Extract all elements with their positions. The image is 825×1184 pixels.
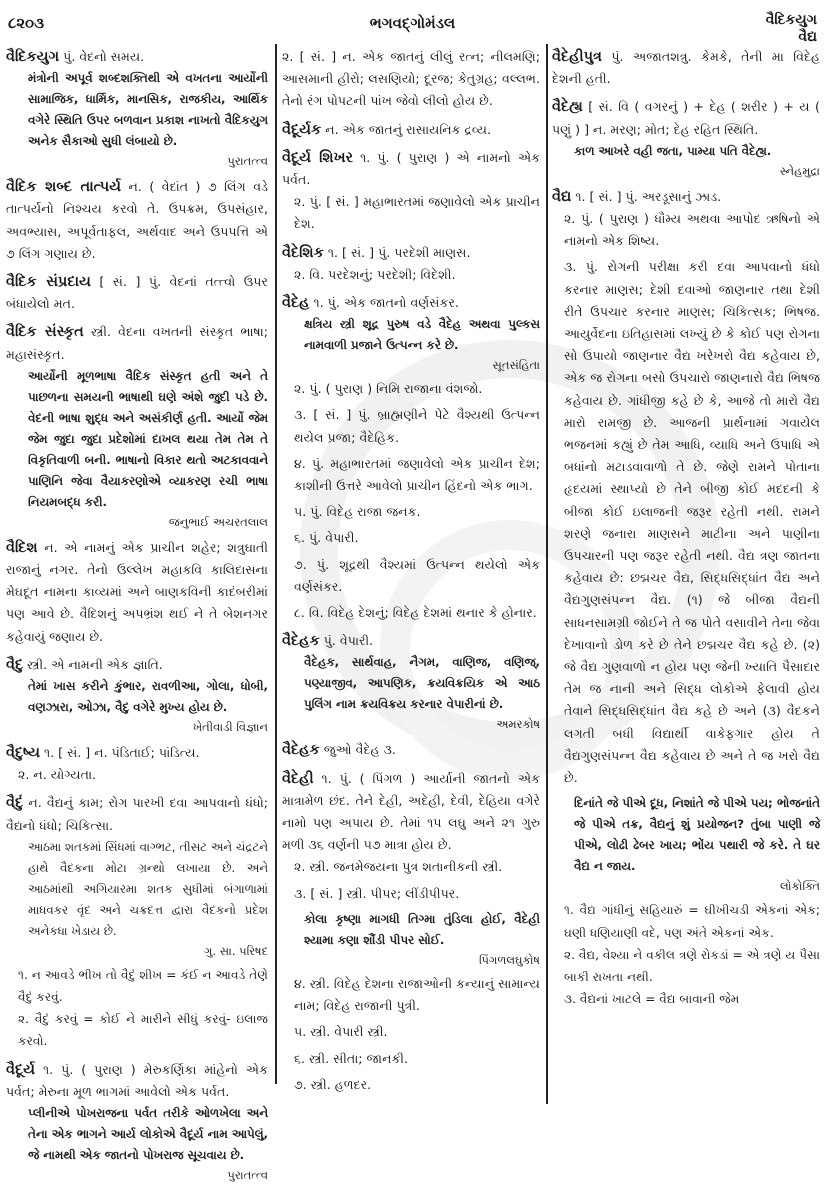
proverb: ૧. ન આવડે ભીખ તો વૈદું શીખ = કંઈ ન આવડે તેણે વૈદું કરવું. <box>18 967 268 1005</box>
definition: જુઓ વૈદેહ ૩. <box>323 742 396 758</box>
definition: ન. એ નામનું એક પ્રાચીન શહેર; શત્રુઘાતી રાજાનું નગર. તેનો ઉલ્લેખ મહાકવિ કાલિદાસના મેઘદૂત નામના કાવ્યમાં અને બાણકવિની કાદંબરીમાં પણ આવે છે. વૈદિશનું અપભ્રંશ થઈ ને તે બેશનગર કહેવાયું જણાય છે. <box>6 539 268 644</box>
dictionary-entry <box>282 292 540 624</box>
definition: ૧. [ સં. ] ન. પંડિતાઈ; પાંડિત્ય. <box>43 745 200 761</box>
headword: વૈદુષ્ય <box>6 745 40 762</box>
sense: ૬. પું. વેપારી. <box>294 530 359 546</box>
headword: વૈદિશ <box>6 539 38 556</box>
headword: વૈદું <box>6 795 24 812</box>
dictionary-entry <box>6 654 268 736</box>
citation-source: સ્નેહમુદ્રા <box>779 163 820 178</box>
dictionary-entry <box>282 630 540 733</box>
definition: ૧. [ સં. ] પું. પરદેશી માણસ. <box>327 244 471 260</box>
sense: ૨. પું. ( પુરાણ ) ધૌમ્ય અથવા આપોદ ઋષિનો એ નામનો એક શિષ્ય. <box>564 211 820 249</box>
sense: ૨. સ્ત્રી. જનમેજયના પુત્ર શતાનીકની સ્ત્રી. <box>294 859 503 875</box>
dictionary-entry <box>6 792 268 1052</box>
headword: વૈદેહી <box>282 770 314 787</box>
definition: પું. વેપારી. <box>323 633 374 649</box>
dictionary-entry <box>6 46 268 170</box>
dictionary-entry <box>6 742 268 786</box>
column-3 <box>552 46 820 1123</box>
definition: ૧. પું. ( પુરાણ ) એ નામનો એક પર્વત. <box>282 149 541 188</box>
dictionary-entry <box>6 271 268 315</box>
dictionary-entry <box>282 119 540 141</box>
citation-source: ખેતીવાડી વિજ્ઞાન <box>192 720 268 735</box>
headword: વૈદૂર્યક <box>282 121 322 138</box>
definition: પું. વેદનો સમય. <box>63 49 145 64</box>
definition: ન. વૈદ્યનું કામ; રોગ પારખી દવા આપવાનો ધંધો; વૈદ્યનો ધંધો; ચિકિત્સા. <box>6 795 268 833</box>
headword: વૈદેહક <box>282 633 320 650</box>
definition: [ સં. ] પું. વેદનાં તત્ત્વો ઉપર બંધાયેલો મત. <box>6 274 268 312</box>
citation-quote: કોલા કૃષ્ણા માગધી તિગ્મા તુંડિલા હોઈ, વૈદેહી શ્યામા કણા શૌંડી પીપર સોઈ. <box>304 911 540 947</box>
citation-quote: આર્યોની મૂળભાષા વૈદિક સંસ્કૃત હતી અને તે પાછળના સમયની ભાષાથી ઘણે અંશે જુદી પડે છે. વેદની ભાષા શુદ્ધ અને અસંકીર્ણ હતી. આર્યો જેમ જેમ જુદા જુદા પ્રદેશોમાં દાખલ થયા તેમ તેમ તે વિકૃતિવાળી બની. ભાષાનો વિકાર થતો અટકાવવાને પાણિનિ જેવા વૈયાકરણોએ વ્યાકરણ રચી ભાષા નિયમબદ્ધ કરી. <box>28 368 268 509</box>
sense: ૨. પું. ( પુરાણ ) નિમિ રાજાના વંશજો. <box>294 381 483 397</box>
column-2 <box>282 46 540 1123</box>
citation-quote: દિનાંતે જે પીએ દૂધ, નિશાંતે જે પીએ પય; ભોજનાંતે જે પીએ તક્ર, વૈદ્યનું શું પ્રયોજન? તુંબા પાણી જે પીએ, લોઢી ઢેબર ખાય; ભોંય પથારી જે કરે. તે ઘર વૈદ્ય ન જાય. <box>574 796 820 874</box>
dictionary-entry <box>282 739 540 761</box>
headword: વૈદિક સંસ્કૃત <box>6 324 84 341</box>
sense: ૫. પું. વિદેહ રાજા જનક. <box>294 504 421 520</box>
dictionary-entry <box>6 176 268 265</box>
sense: ૨. વિ. પરદેશનું; પરદેશી; વિદેશી. <box>294 266 456 282</box>
headword: વૈદ્ય <box>552 188 572 205</box>
page-number: ૮૨૦૩ <box>8 14 45 32</box>
proverb: ૨. વૈદ્ય, વેશ્યા ને વકીલ ત્રણે રોકડાં = એ ત્રણે ય પૈસા બાકી રાખતા નથી. <box>564 947 820 984</box>
book-title: ભગવદ્ગોમંડલ <box>369 14 456 32</box>
citation-source: પિંગળલઘુકોષ <box>478 952 540 967</box>
sense: ૨. ન. યોગ્યતા. <box>18 767 97 783</box>
citation-quote: મંત્રોની અપૂર્વ શબ્દશક્તિથી એ વખતના આર્યોની સામાજિક, ધાર્મિક, માનસિક, રાજકીય, આર્થિક વગેરે સ્થિતિ ઉપર બળવાન પ્રકાશ નાખતો વૈદિકયુગ અનેક સૈકાઓ સુધી લંબાયો છે. <box>28 71 268 149</box>
citation-source: લોકોક્તિ <box>779 879 820 894</box>
sense: ૭. પું. શૂદ્રથી વૈશ્યમાં ઉત્પન્ન થયેલો એક વર્ણસંકર. <box>294 556 540 594</box>
definition: પું. અજાતશત્રુ. કેમકે, તેની મા વિદેહ દેશની હતી. <box>552 49 820 87</box>
citation-source: જનુભાઈ અચરતલાલ <box>168 514 268 529</box>
headword: વૈદૂર્ય શિખર <box>282 149 354 166</box>
definition: ન. એક જાતનું રાસાયનિક દ્રવ્ય. <box>325 121 492 137</box>
sense: ૪. સ્ત્રી. વિદેહ દેશના રાજાઓની કન્યાનું સામાન્ય નામ; વિદેહ રાજાની પુત્રી. <box>294 975 540 1014</box>
guide-word-first: વૈદિકયુગ <box>765 12 817 28</box>
definition: સ્ત્રી. વેદના વખતની સંસ્કૃત ભાષા; મહાસંસ્કૃત. <box>6 324 268 362</box>
headword: વૈદિકયુગ <box>6 49 60 65</box>
guide-words <box>766 12 817 46</box>
definition: સ્ત્રી. એ નામની એક જ્ઞાતિ. <box>27 656 163 672</box>
headword: વૈદિક શબ્દ તાત્પર્ય <box>6 179 121 196</box>
citation-quote: કાળ આખરે વહી જતા, પામ્યા પતિ વૈદેહ્ય. <box>574 143 772 158</box>
definition: [ સં. વિ ( વગરનું ) + દેહ ( શરીર ) + ય ( પણું ) ] ન. મરણ; મોત; દેહ રહિત સ્થિતિ. <box>552 99 820 137</box>
headword: વૈદિક સંપ્રદાય <box>6 274 91 291</box>
headword: વૈદેહક <box>282 742 320 759</box>
dictionary-entry <box>6 1059 268 1184</box>
dictionary-entry <box>282 242 540 286</box>
sense: ૫. સ્ત્રી. વેપારી સ્ત્રી. <box>294 1024 388 1040</box>
citation-source: પુરાતત્ત્વ <box>227 1168 268 1183</box>
definition: ન. ( વેદાંત ) ૭ લિંગ વડે તાત્પર્યનો નિશ્ચય કરવો તે. ઉપક્રમ, ઉપસંહાર, અવભ્યાસ, અપૂર્વતાફલ, અર્થવાદ અને ઉપપત્તિ એ ૭ લિંગ ગણાય છે. <box>6 179 268 261</box>
column-divider <box>546 44 548 1104</box>
sense: ૨. પું. [ સં. ] મહાભારતમાં જણાવેલો એક પ્રાચીન દેશ. <box>294 194 540 232</box>
dictionary-entry <box>6 321 268 530</box>
sense: ૩. [ સં. ] સ્ત્રી. પીપર; લીંડીપીપર. <box>294 885 460 901</box>
definition: ૧. [ સં. ] પું. અરડૂસાનું ઝાડ. <box>575 188 722 204</box>
sense: ૭. સ્ત્રી. હળદર. <box>294 1076 372 1092</box>
sense: ૬. સ્ત્રી. સીતા; જાનકી. <box>294 1050 409 1066</box>
definition: ૨. [ સં. ] ન. એક જાતનું લીલું રત્ન; નીલમણિ; આસમાની હીરો; લસણિયો; દૂરજ; કેતુગ્રહ; વલ્લભ. તેનો રંગ પોપટની પાંખ જેવો લીલો હોય છે. <box>282 49 540 109</box>
citation-source: ગુ. સા. પરિષદ <box>203 943 268 958</box>
definition: ૧. પું. એક જાતનો વર્ણસંકર. <box>313 295 459 311</box>
headword: વૈદુ <box>6 656 24 673</box>
citation-quote: તેમાં ખાસ કરીને કુંભાર, રાવળીઆ, ગોલા, ધોબી, વણઝારા, ઓઝા, વૈદુ વગેરે મુખ્ય હોય છે. <box>28 679 268 715</box>
proverb: ૧. વૈદ્ય ગાંધીનું સહિયારું = ઘીખીચડી એકનાં એક; ઘણી ધણિયાણી વદે, પણ અંતે એકનાં એક. <box>564 903 820 940</box>
dictionary-entry-continued <box>282 46 540 113</box>
citation-source: અમરકોષ <box>496 717 540 732</box>
column-divider <box>275 44 277 1084</box>
dictionary-entry <box>282 147 540 236</box>
citation-quote: વૈદેહક, સાર્થવાહ, નૈગમ, વાણિજ, વણિજ્, પણ્યાજીવ, આપણિક, ક્રયવિક્રયિક એ આઠ પુલિંગ નામ ક્રયવિક્રય કરનાર વેપારીનાં છે. <box>304 655 540 712</box>
citation-source: સૂતસંહિતા <box>492 358 540 373</box>
proverb: ૩. વૈદ્યનાં ખાટલે = વૈદ્ય બાવાની જેમ <box>564 992 740 1007</box>
sense: ૪. પું. મહાભારતમાં જણાવેલો એક પ્રાચીન દેશ; કાશીની ઉત્તરે આવેલો પ્રાચીન હિંદનો એક ભાગ. <box>294 455 540 494</box>
guide-word-last: વૈદ્ય <box>798 29 817 45</box>
headword: વૈદેશિક <box>282 244 324 261</box>
dictionary-entry <box>552 46 820 90</box>
definition: ૧. પું. ( પુરાણ ) મેરુકર્ણિકા માંહેનો એક પર્વત; મેરુના મૂળ ભાગમાં આવેલો એક પર્વત. <box>6 1061 268 1099</box>
headword: વૈદૂર્ય <box>6 1061 36 1078</box>
sense: ૩. [ સં. ] પું. બ્રાહ્મણીને પેટે વૈશ્યથી ઉત્પન્ન થયેલ પ્રજા; વૈદેહિક. <box>294 407 540 445</box>
dictionary-entry <box>282 768 540 1096</box>
page-header <box>0 8 825 48</box>
citation-source: પુરાતત્ત્વ <box>227 154 268 169</box>
citation-quote: આઠમા શતકમાં સિંધમાં વાગ્ભટ, તીસટ અને ચંદ્રટને હાથે વૈદકના મોટા ગ્રન્થો લખાયા છે. અને આઠમાંથી અગિયારમા શતક સુધીમાં બંગાળામાં માધવકર વૃંદ અને ચક્રદત્ત દ્વારા વૈદકનો પ્રદેશ અનેકધા ખેડાય છે. <box>28 839 268 938</box>
definition: ૧. પું. ( પિંગળ ) આર્યાની જાતનો એક માત્રામેળ છંદ. તેને દેહી, અદેહી, દેવી, દેહિયા વગેરે નામો પણ અપાય છે. તેમાં ૧૫ લઘુ અને ૨૧ ગુરુ મળી ૩૬ વર્ણની ૫૭ માત્રા હોય છે. <box>282 770 540 853</box>
dictionary-entry <box>552 186 820 1011</box>
headword: વૈદેહીપુત્ર <box>552 49 602 65</box>
dictionary-entry <box>6 537 268 648</box>
dictionary-entry <box>552 96 820 179</box>
headword: વૈદેહ્ય <box>552 99 583 116</box>
sense: ૮. વિ. વિદેહ દેશનું; વિદેહ દેશમાં થનાર કે હોનાર. <box>294 605 537 621</box>
proverb: ૨. વૈદું કરવું = કોઈ ને મારીને સીધું કરવું- ઇલાજ કરવો. <box>18 1012 268 1049</box>
citation-quote: પ્લીનીએ પોખરાજના પર્વત તરીકે ઓળખેલા અને તેના એક ભાગને આર્ય લોકોએ વૈદૂર્ય નામ આપેલું, જે નામથી એક જાતનો પોખરાજ સૂચવાય છે. <box>28 1106 268 1163</box>
column-1 <box>6 46 268 1183</box>
headword: વૈદેહ <box>282 295 310 312</box>
sense: ૩. પું. રોગની પરીક્ષા કરી દવા આપવાનો ધંધો કરનાર માણસ; દેશી દવાઓ જાણનાર તથા દેશી રીતે ઉપચાર કરનાર માણસ; ચિકિત્સક; ભિષજ. આયુર્વેદના ઇતિહાસમાં લખ્યું છે કે કોઈ પણ રોગના સો ઉપાયો જાણનાર વૈદ્ય ખરેખરો વૈદ્ય કહેવાય છે, એક જ રોગના બસો ઉપચારો જાણનારો વૈદ્ય ભિષજ કહેવાય છે. ગાંધીજી કહે છે કે, આજે તો મારો વૈદ્ય મારો રામજી છે. આજની પ્રાર્થનામાં ગવાયેલ ભજનમાં કહ્યું છે તેમ આધિ, વ્યાધિ અને ઉપાધિ એ બધાંનો મટાડવાવાળો તે છે. જેણે રામને પોતાના હૃદયમાં સ્થાપ્યો છે તેને બીજી કોઈ મદદની કે બીજા કોઈ ઇલાજની જરૂર રહેતી નથી. રામને શરણે જનારા માણસને માટીના અને પાણીના ઉપચારની પણ જરૂર રહેતી નથી. વૈદ્ય ત્રણ જાતના કહેવાય છે: છદ્મચર વૈદ્ય, સિદ્ધસિદ્ધાંત વૈદ્ય અને વૈદ્યગુણસંપન્ન વૈદ્ય. (૧) જે બીજા વૈદ્યની સાધનસામગ્રી જોઈને તે જ પોતે વસાવીને તેના જેવા દેખાવાનો ડોળ કરે છે તેને છદ્મચર વૈદ્ય કહે છે. (૨) જે વૈદ્ય ગુણવાળો ન હોય પણ જેની ખ્યાતિ પૈસાદાર તેમ જ નાની અને સિદ્ધ લોકોએ ફેલાવી હોય તેવાને સિદ્ધસિદ્ધાંત વૈદ્ય કહે છે અને (૩) વૈદકને લગતી બધી વિદ્યાર્થી વાકેફગાર હોય તે વૈદ્યગુણસંપન્ન વૈદ્ય કહેવાય છે અને તે જ ખરો વૈદ્ય છે. <box>564 259 820 786</box>
citation-quote: ક્ષત્રિય સ્ત્રી શૂદ્ર પુરુષ વડે વૈદેહ અથવા પુલ્કસ નામવાળી પ્રજાને ઉત્પન્ન કરે છે. <box>304 317 540 353</box>
